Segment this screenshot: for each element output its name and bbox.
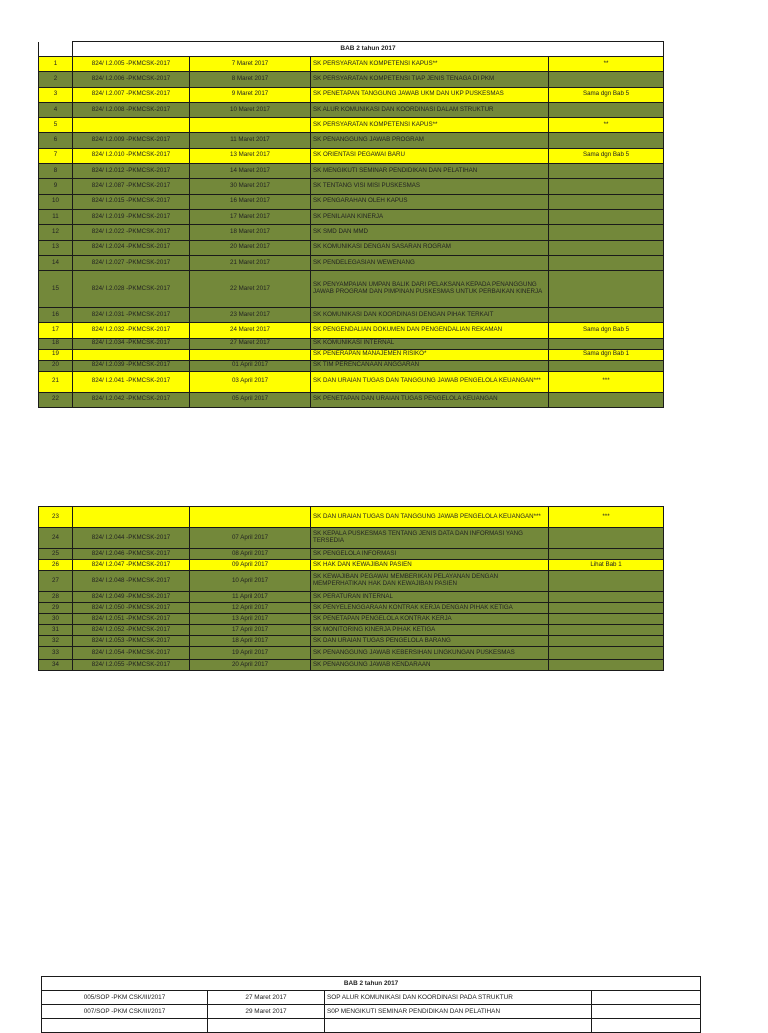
document-number: 824/ I.2.042 -PKMCSK-2017 (73, 392, 190, 407)
table-row (42, 991, 701, 1005)
row-note (549, 636, 664, 647)
table-row (39, 660, 664, 671)
document-number: 824/ I.2.007 -PKMCSK-2017 (73, 87, 190, 102)
document-number: 824/ I.2.019 -PKMCSK-2017 (73, 209, 190, 224)
row-note: Sama dgn Bab 5 (549, 323, 664, 338)
row-number: 28 (39, 592, 73, 603)
sop-title (325, 1019, 592, 1033)
document-title: SK ORIENTASI PEGAWAI BARU (311, 148, 549, 163)
row-number: 2 (39, 72, 73, 87)
document-title: SK DAN URAIAN TUGAS PENGELOLA BARANG (311, 636, 549, 647)
sop-date (208, 1019, 325, 1033)
row-number: 17 (39, 323, 73, 338)
row-number: 26 (39, 560, 73, 571)
document-title: SK SMD DAN MMD (311, 225, 549, 240)
row-note (549, 625, 664, 636)
table-row (39, 148, 664, 163)
row-note (592, 1005, 701, 1019)
document-date: 11 Maret 2017 (190, 133, 311, 148)
document-date: 13 April 2017 (190, 614, 311, 625)
table-row (39, 360, 664, 371)
table-row (39, 625, 664, 636)
document-date: 01 April 2017 (190, 360, 311, 371)
document-number: 824/ I.2.050 -PKMCSK-2017 (73, 603, 190, 614)
row-note (549, 392, 664, 407)
table-row (39, 271, 664, 308)
document-date: 21 Maret 2017 (190, 255, 311, 270)
document-date: 22 Maret 2017 (190, 271, 311, 308)
document-date: 16 Maret 2017 (190, 194, 311, 209)
row-number: 8 (39, 164, 73, 179)
row-note (549, 603, 664, 614)
document-number: 824/ I.2.028 -PKMCSK-2017 (73, 271, 190, 308)
table-row (39, 102, 664, 117)
table-row (39, 179, 664, 194)
row-note (592, 991, 701, 1005)
row-note (549, 72, 664, 87)
document-number: 824/ I.2.047 -PKMCSK-2017 (73, 560, 190, 571)
row-note (549, 338, 664, 349)
row-number: 31 (39, 625, 73, 636)
row-note: *** (549, 371, 664, 392)
document-title: SK HAK DAN KEWAJIBAN PASIEN (311, 560, 549, 571)
document-title: SK DAN URAIAN TUGAS DAN TANGGUNG JAWAB PENGELOLA KEUANGAN*** (311, 371, 549, 392)
table-row (39, 57, 664, 72)
table-row (39, 194, 664, 209)
document-date: 27 Maret 2017 (190, 338, 311, 349)
document-date: 9 Maret 2017 (190, 87, 311, 102)
row-number: 32 (39, 636, 73, 647)
row-number: 5 (39, 118, 73, 133)
row-note (549, 179, 664, 194)
row-note (549, 528, 664, 549)
row-number: 20 (39, 360, 73, 371)
document-title: SK PENERAPAN MANAJEMEN RISIKO* (311, 349, 549, 360)
row-note: Lihat Bab 1 (549, 560, 664, 571)
document-date: 10 Maret 2017 (190, 102, 311, 117)
row-number: 15 (39, 271, 73, 308)
table-row (39, 308, 664, 323)
sop-number (42, 1019, 208, 1033)
table-row (42, 1019, 701, 1033)
table-row (39, 349, 664, 360)
document-number: 824/ I.2.053 -PKMCSK-2017 (73, 636, 190, 647)
document-date (190, 507, 311, 528)
row-note: Sama dgn Bab 5 (549, 87, 664, 102)
row-number: 13 (39, 240, 73, 255)
row-number: 4 (39, 102, 73, 117)
document-title: SK KOMUNIKASI DENGAN SASARAN ROGRAM (311, 240, 549, 255)
document-date: 03 April 2017 (190, 371, 311, 392)
document-title: SK PERSYARATAN KOMPETENSI KAPUS** (311, 57, 549, 72)
document-date: 23 Maret 2017 (190, 308, 311, 323)
table-row (39, 225, 664, 240)
document-date: 19 April 2017 (190, 647, 311, 660)
sop-number: 007/SOP -PKM CSK/III/2017 (42, 1005, 208, 1019)
table-row (39, 133, 664, 148)
table-row (39, 209, 664, 224)
row-note (549, 194, 664, 209)
row-number: 24 (39, 528, 73, 549)
row-number: 21 (39, 371, 73, 392)
table-row (39, 507, 664, 528)
document-date: 18 April 2017 (190, 636, 311, 647)
document-date: 08 April 2017 (190, 549, 311, 560)
document-date: 20 Maret 2017 (190, 240, 311, 255)
row-note (592, 1019, 701, 1033)
row-note: ** (549, 57, 664, 72)
document-title: SK PENANGGUNG JAWAB KEBERSIHAN LINGKUNGAN PUSKESMAS (311, 647, 549, 660)
table-row (39, 647, 664, 660)
document-date: 11 April 2017 (190, 592, 311, 603)
row-number: 9 (39, 179, 73, 194)
document-title: SK PENGELOLA INFORMASI (311, 549, 549, 560)
row-note (549, 164, 664, 179)
document-title: SK MONITORING KINERJA PIHAK KETIGA (311, 625, 549, 636)
row-note (549, 102, 664, 117)
document-title: SK PENETAPAN PENGELOLA KONTRAK KERJA (311, 614, 549, 625)
document-number: 824/ I.2.048 -PKMCSK-2017 (73, 571, 190, 592)
row-number: 16 (39, 308, 73, 323)
table-row (39, 392, 664, 407)
document-date: 7 Maret 2017 (190, 57, 311, 72)
document-title: SK PERSYARATAN KOMPETENSI TIAP JENIS TENAGA DI PKM (311, 72, 549, 87)
table-row (39, 338, 664, 349)
row-note (549, 209, 664, 224)
document-date: 07 April 2017 (190, 528, 311, 549)
row-note (549, 255, 664, 270)
sop-date: 27 Maret 2017 (208, 991, 325, 1005)
row-note (549, 614, 664, 625)
row-number: 1 (39, 57, 73, 72)
document-date: 05 April 2017 (190, 392, 311, 407)
document-date: 10 April 2017 (190, 571, 311, 592)
row-number: 11 (39, 209, 73, 224)
sk-table-continued (38, 506, 664, 671)
document-number: 824/ I.2.009 -PKMCSK-2017 (73, 133, 190, 148)
sop-table-bab2 (41, 976, 701, 1033)
document-title: SK PENYAMPAIAN UMPAN BALIK DARI PELAKSANA KEPADA PENANGGUNG JAWAB PROGRAM DAN PIMPINAN PUSKESMAS UNTUK PERBAIKAN KINERJA (311, 271, 549, 308)
table-row (39, 72, 664, 87)
document-number: 824/ I.2.012 -PKMCSK-2017 (73, 164, 190, 179)
document-number (73, 118, 190, 133)
row-number: 3 (39, 87, 73, 102)
document-number: 824/ I.2.005 -PKMCSK-2017 (73, 57, 190, 72)
document-number (73, 349, 190, 360)
document-title: SK TIM PERENCANAAN ANGGARAN (311, 360, 549, 371)
document-title: SK ALUR KOMUNIKASI DAN KOORDINASI DALAM STRUKTUR (311, 102, 549, 117)
sop-title: SOP ALUR KOMUNIKASI DAN KOORDINASI PADA STRUKTUR (325, 991, 592, 1005)
row-note (549, 225, 664, 240)
table-row (39, 636, 664, 647)
row-number: 6 (39, 133, 73, 148)
document-number: 824/ I.2.032 -PKMCSK-2017 (73, 323, 190, 338)
table-row (39, 560, 664, 571)
document-date: 8 Maret 2017 (190, 72, 311, 87)
table-row (42, 1005, 701, 1019)
document-date: 17 April 2017 (190, 625, 311, 636)
document-number: 824/ I.2.015 -PKMCSK-2017 (73, 194, 190, 209)
document-date: 09 April 2017 (190, 560, 311, 571)
document-number: 824/ I.2.031 -PKMCSK-2017 (73, 308, 190, 323)
table-title: BAB 2 tahun 2017 (42, 977, 701, 991)
table-title: BAB 2 tahun 2017 (73, 42, 664, 57)
document-number: 824/ I.2.049 -PKMCSK-2017 (73, 592, 190, 603)
table-row (39, 118, 664, 133)
document-title: SK PENANGGUNG JAWAB KENDARAAN (311, 660, 549, 671)
table-row (39, 371, 664, 392)
document-date: 20 April 2017 (190, 660, 311, 671)
document-number: 824/ I.2.051 -PKMCSK-2017 (73, 614, 190, 625)
document-number: 824/ I.2.041 -PKMCSK-2017 (73, 371, 190, 392)
row-number: 18 (39, 338, 73, 349)
table-row (39, 240, 664, 255)
document-number: 824/ I.2.087 -PKMCSK-2017 (73, 179, 190, 194)
row-note: Sama dgn Bab 5 (549, 148, 664, 163)
document-number: 824/ I.2.044 -PKMCSK-2017 (73, 528, 190, 549)
document-number: 824/ I.2.022 -PKMCSK-2017 (73, 225, 190, 240)
document-title: SK PENILAIAN KINERJA (311, 209, 549, 224)
row-number: 27 (39, 571, 73, 592)
row-number: 7 (39, 148, 73, 163)
document-date (190, 118, 311, 133)
document-number: 824/ I.2.024 -PKMCSK-2017 (73, 240, 190, 255)
document-number: 824/ I.2.027 -PKMCSK-2017 (73, 255, 190, 270)
document-title: SK PERSYARATAN KOMPETENSI KAPUS** (311, 118, 549, 133)
document-date: 17 Maret 2017 (190, 209, 311, 224)
sop-title: S0P MENGIKUTI SEMINAR PENDIDIKAN DAN PELATIHAN (325, 1005, 592, 1019)
table-row (39, 255, 664, 270)
row-number: 23 (39, 507, 73, 528)
document-title: SK MENGIKUTI SEMINAR PENDIDIKAN DAN PELATIHAN (311, 164, 549, 179)
document-title: SK PERATURAN INTERNAL (311, 592, 549, 603)
row-note (549, 360, 664, 371)
document-title: SK PENETAPAN TANGGUNG JAWAB UKM DAN UKP PUSKESMAS (311, 87, 549, 102)
document-number: 824/ I.2.034 -PKMCSK-2017 (73, 338, 190, 349)
row-note (549, 549, 664, 560)
document-title: SK PENYELENGGARAAN KONTRAK KERJA DENGAN PIHAK KETIGA (311, 603, 549, 614)
document-number: 824/ I.2.046 -PKMCSK-2017 (73, 549, 190, 560)
document-date: 18 Maret 2017 (190, 225, 311, 240)
document-title: SK KEPALA PUSKESMAS TENTANG JENIS DATA DAN INFORMASI YANG TERSEDIA (311, 528, 549, 549)
row-note: Sama dgn Bab 1 (549, 349, 664, 360)
row-note (549, 240, 664, 255)
document-title: SK KEWAJIBAN PEGAWAI MEMBERIKAN PELAYANAN DENGAN MEMPERHATIKAN HAK DAN KEWAJIBAN PASIEN (311, 571, 549, 592)
document-date: 14 Maret 2017 (190, 164, 311, 179)
sop-date: 29 Maret 2017 (208, 1005, 325, 1019)
table-row (39, 603, 664, 614)
row-note: ** (549, 118, 664, 133)
document-number: 824/ I.2.039 -PKMCSK-2017 (73, 360, 190, 371)
table-row (39, 528, 664, 549)
table-row (39, 323, 664, 338)
document-title: SK KOMUNIKASI DAN KOORDINASI DENGAN PIHAK TERKAIT (311, 308, 549, 323)
table-row (39, 549, 664, 560)
document-title: SK PENETAPAN DAN URAIAN TUGAS PENGELOLA KEUANGAN (311, 392, 549, 407)
document-number: 824/ I.2.055 -PKMCSK-2017 (73, 660, 190, 671)
row-note (549, 308, 664, 323)
row-number: 14 (39, 255, 73, 270)
document-number: 824/ I.2.054 -PKMCSK-2017 (73, 647, 190, 660)
row-number: 12 (39, 225, 73, 240)
document-title: SK PENANGGUNG JAWAB PROGRAM (311, 133, 549, 148)
row-note (549, 592, 664, 603)
row-note (549, 660, 664, 671)
row-number: 30 (39, 614, 73, 625)
table-row (39, 571, 664, 592)
table-row (39, 87, 664, 102)
row-number: 29 (39, 603, 73, 614)
document-date: 13 Maret 2017 (190, 148, 311, 163)
row-note (549, 271, 664, 308)
document-title: SK PENDELEGASIAN WEWENANG (311, 255, 549, 270)
row-number: 22 (39, 392, 73, 407)
document-number: 824/ I.2.010 -PKMCSK-2017 (73, 148, 190, 163)
document-date: 30 Maret 2017 (190, 179, 311, 194)
row-note (549, 571, 664, 592)
row-number: 25 (39, 549, 73, 560)
row-number: 33 (39, 647, 73, 660)
table-row (39, 164, 664, 179)
row-number: 19 (39, 349, 73, 360)
table-row (39, 592, 664, 603)
table-row (39, 614, 664, 625)
document-date: 24 Maret 2017 (190, 323, 311, 338)
document-title: SK KOMUNIKASI INTERNAL (311, 338, 549, 349)
row-note (549, 133, 664, 148)
document-title: SK TENTANG VISI MISI PUSKESMAS (311, 179, 549, 194)
document-number: 824/ I.2.008 -PKMCSK-2017 (73, 102, 190, 117)
document-date (190, 349, 311, 360)
sop-number: 005/SOP -PKM CSK/III/2017 (42, 991, 208, 1005)
row-note (549, 647, 664, 660)
document-date: 12 April 2017 (190, 603, 311, 614)
document-number: 824/ I.2.006 -PKMCSK-2017 (73, 72, 190, 87)
row-note: *** (549, 507, 664, 528)
row-number: 34 (39, 660, 73, 671)
document-title: SK PENGARAHAN OLEH KAPUS (311, 194, 549, 209)
row-number: 10 (39, 194, 73, 209)
document-number (73, 507, 190, 528)
document-title: SK DAN URAIAN TUGAS DAN TANGGUNG JAWAB PENGELOLA KEUANGAN*** (311, 507, 549, 528)
sk-table-bab2 (38, 41, 664, 408)
document-number: 824/ I.2.052 -PKMCSK-2017 (73, 625, 190, 636)
document-title: SK PENGENDALIAN DOKUMEN DAN PENGENDALIAN REKAMAN (311, 323, 549, 338)
